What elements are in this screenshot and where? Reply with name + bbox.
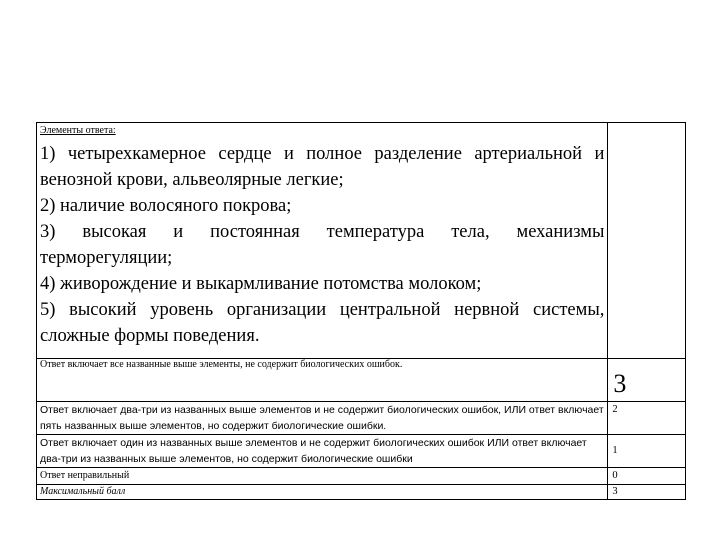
grading-criteria-table [36, 122, 686, 500]
max-score-label: Максимальный балл [37, 485, 608, 500]
criterion-text: Ответ неправильный [37, 468, 608, 485]
answer-element-2: 2) наличие волосяного покрова; [40, 196, 292, 216]
criterion-score: 1 [608, 435, 686, 468]
criterion-score: 3 [608, 359, 686, 402]
criterion-row [37, 359, 686, 402]
criterion-row [37, 468, 686, 485]
max-score-row [37, 485, 686, 500]
criterion-text: Ответ включает все названные выше элементы, не содержит биологических ошибок. [37, 359, 608, 402]
answer-elements-cell [37, 123, 608, 359]
answer-element-5: 5) высокий уровень организации центральной нервной системы, сложные формы поведения. [40, 300, 605, 346]
criterion-row [37, 402, 686, 435]
answer-element-3: 3) высокая и постоянная температура тела, механизмы терморегуляции; [40, 222, 605, 268]
criterion-text: Ответ включает два-три из названных выше элементов и не содержит биологических ошибок, ИЛИ ответ включает пять названных выше элементов, но содержит биологические ошибки. [37, 402, 608, 435]
answer-element-4: 4) живорождение и выкармливание потомства молоком; [40, 274, 482, 294]
answer-elements-row [37, 123, 686, 359]
criterion-text: Ответ включает один из названных выше элементов и не содержит биологических ошибок ИЛИ ответ включает два-три из названных выше элементов, но содержит биологические ошибки [37, 435, 608, 468]
criterion-score: 2 [608, 402, 686, 435]
criterion-row [37, 435, 686, 468]
elements-heading: Элементы ответа: [40, 125, 116, 136]
criterion-score: 0 [608, 468, 686, 485]
answer-element-1: 1) четырехкамерное сердце и полное разделение артериальной и венозной крови, альвеолярные легкие; [40, 144, 605, 190]
max-score-value: 3 [608, 485, 686, 500]
elements-score-cell [608, 123, 686, 359]
